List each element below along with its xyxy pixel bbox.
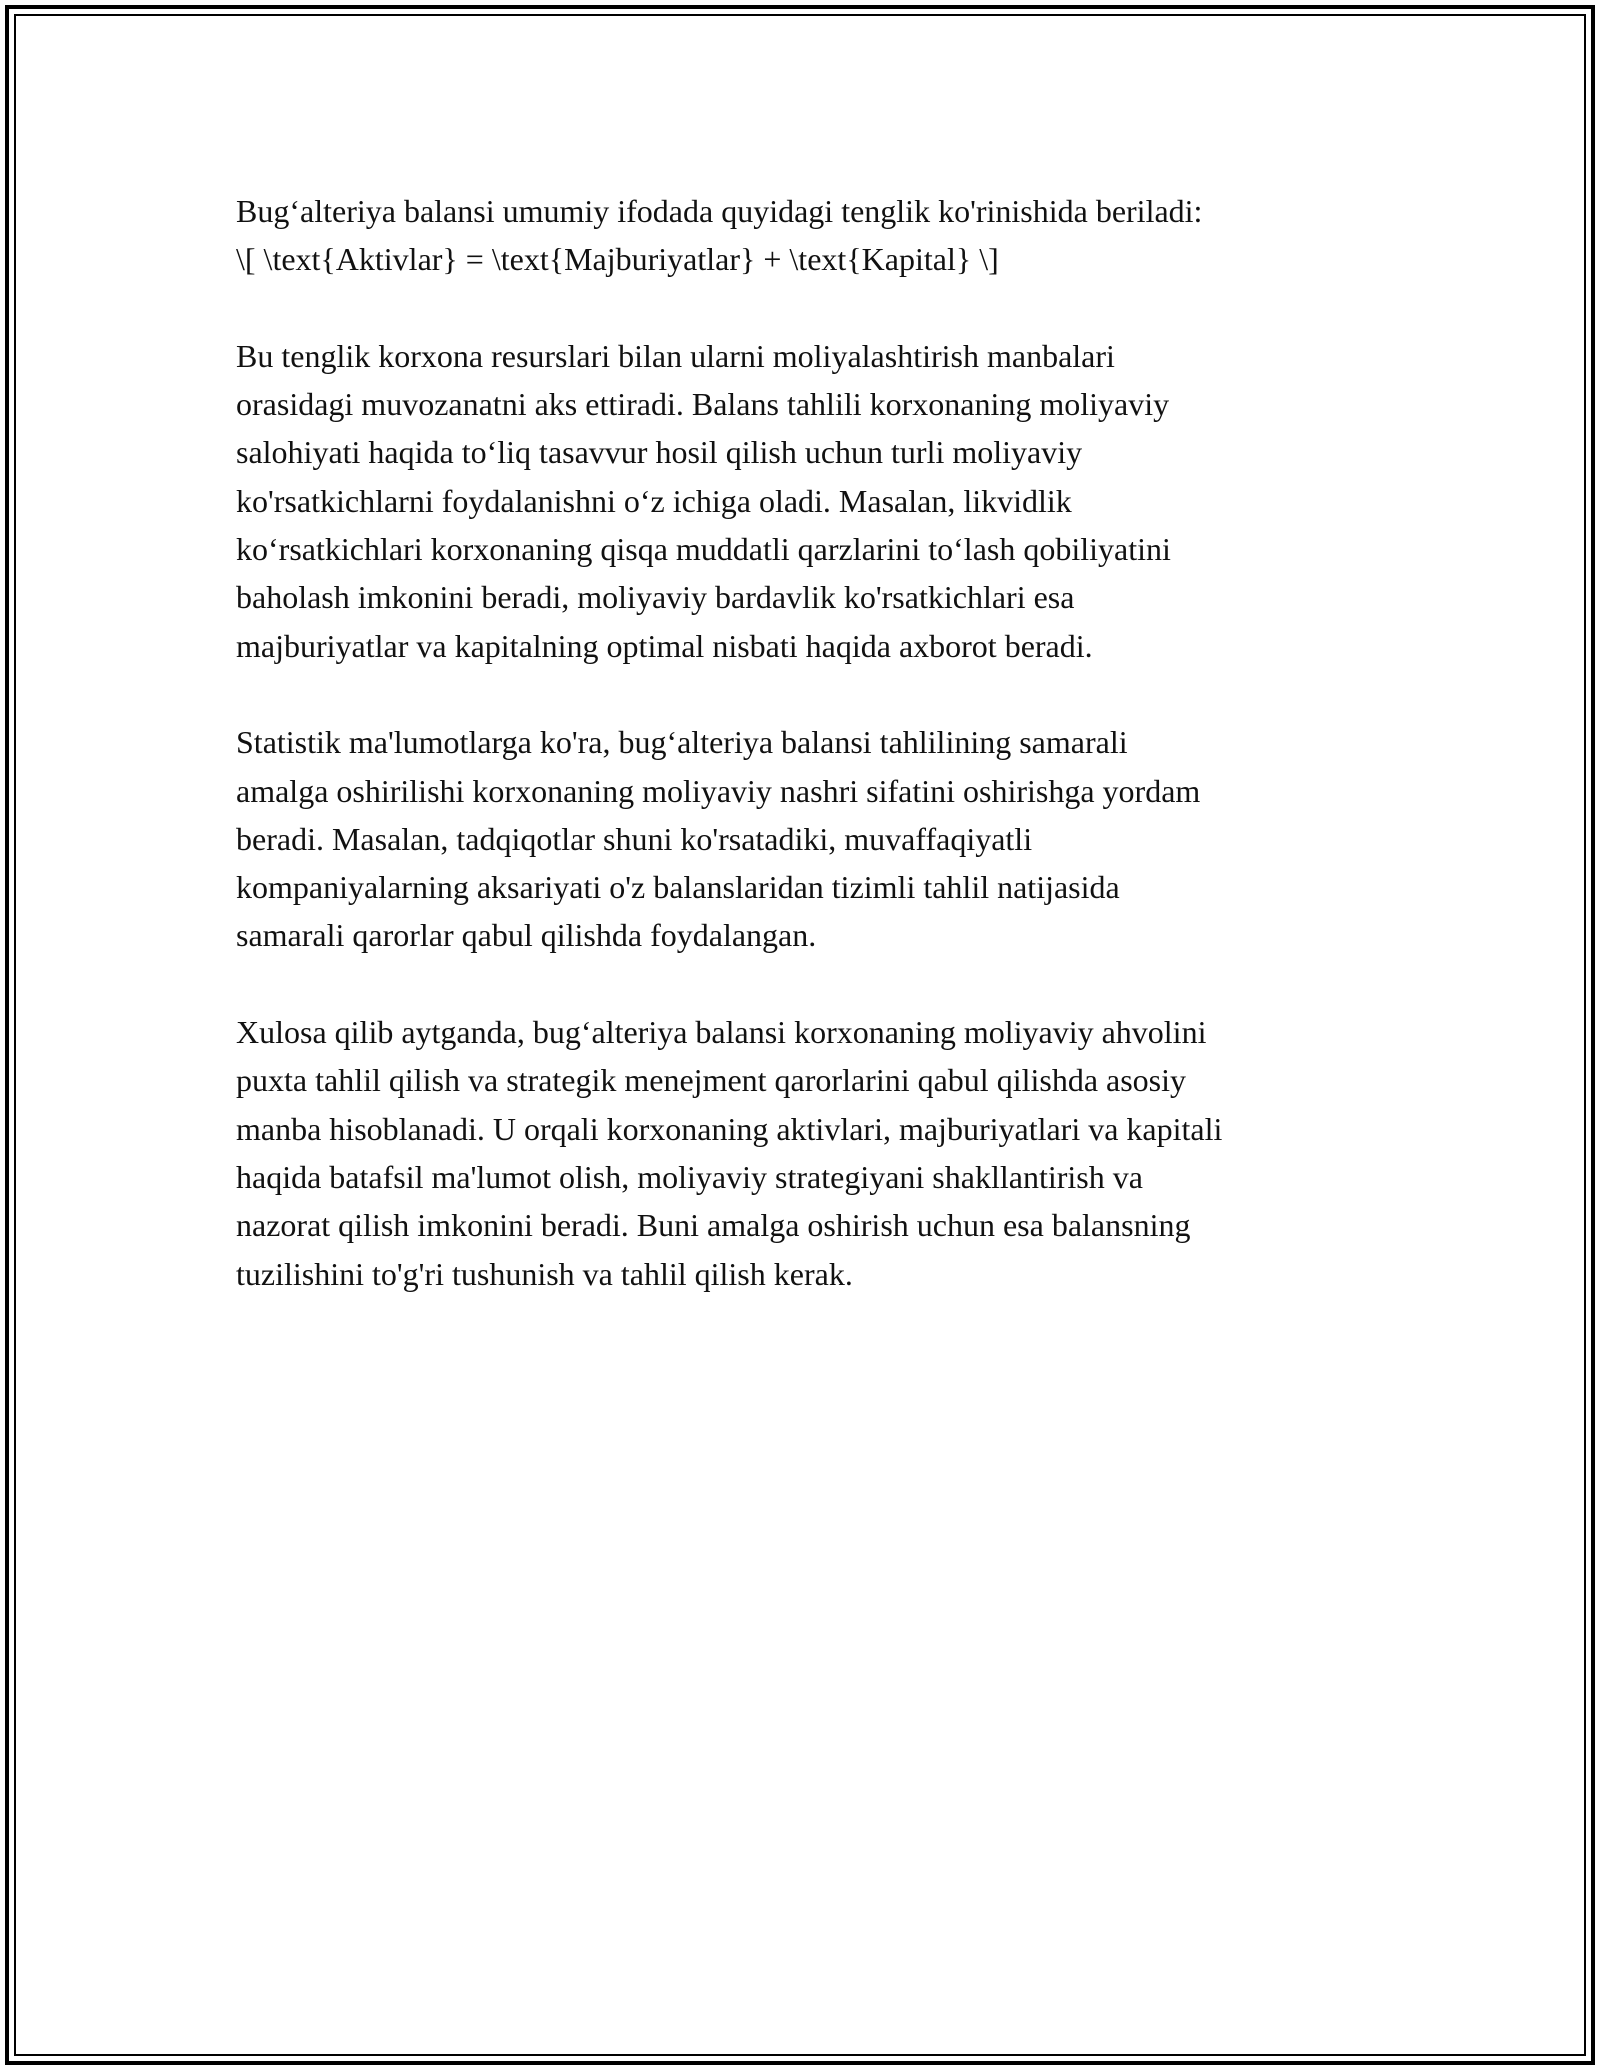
text-line: ko‘rsatkichlari korxonaning qisqa muddatli qarzlarini to‘lash qobiliyatini — [236, 531, 1171, 568]
text-line: kompaniyalarning aksariyati o'z balanslaridan tizimli tahlil natijasida — [236, 869, 1120, 906]
paragraph-equation-intro — [236, 187, 1376, 284]
text-line: amalga oshirilishi korxonaning moliyaviy nashri sifatini oshirishga yordam — [236, 772, 1201, 809]
text-line: Bug‘alteriya balansi umumiy ifodada quyidagi tenglik ko'rinishida beriladi: — [236, 193, 1203, 229]
text-line: beradi. Masalan, tadqiqotlar shuni ko'rsatadiki, muvaffaqiyatli — [236, 820, 1033, 857]
text-line: nazorat qilish imkonini beradi. Buni amalga oshirish uchun esa balansning — [236, 1207, 1191, 1244]
text-line: ko'rsatkichlarni foydalanishni o‘z ichiga oladi. Masalan, likvidlik — [236, 482, 1072, 519]
text-line: majburiyatlar va kapitalning optimal nisbati haqida axborot beradi. — [236, 627, 1093, 664]
document-body — [236, 187, 1376, 1346]
text-line: samarali qarorlar qabul qilishda foydalangan. — [236, 917, 817, 954]
text-line: tuzilishini to'g'ri tushunish va tahlil qilish kerak. — [236, 1255, 853, 1292]
text-line: baholash imkonini beradi, moliyaviy bardavlik ko'rsatkichlari esa — [236, 579, 1075, 616]
text-line: Statistik ma'lumotlarga ko'ra, bug‘alteriya balansi tahlilining samarali — [236, 724, 1128, 761]
text-line: puxta tahlil qilish va strategik menejment qarorlarini qabul qilishda asosiy — [236, 1062, 1187, 1099]
text-line: Bu tenglik korxona resurslari bilan ularni moliyalashtirish manbalari — [236, 337, 1115, 374]
text-line: salohiyati haqida to‘liq tasavvur hosil qilish uchun turli moliyaviy — [236, 434, 1083, 471]
paragraph-balance-analysis — [236, 332, 1376, 670]
paragraph-conclusion — [236, 1008, 1376, 1298]
text-line: haqida batafsil ma'lumot olish, moliyaviy strategiyani shakllantirish va — [236, 1158, 1143, 1195]
paragraph-statistics — [236, 718, 1376, 959]
text-line: Xulosa qilib aytganda, bug‘alteriya balansi korxonaning moliyaviy ahvolini — [236, 1014, 1207, 1051]
text-line: manba hisoblanadi. U orqali korxonaning aktivlari, majburiyatlari va kapitali — [236, 1110, 1223, 1147]
equation-line: \[ \text{Aktivlar} = \text{Majburiyatlar} + \text{Kapital} \] — [236, 241, 999, 278]
text-line: orasidagi muvozanatni aks ettiradi. Balans tahlili korxonaning moliyaviy — [236, 386, 1170, 423]
